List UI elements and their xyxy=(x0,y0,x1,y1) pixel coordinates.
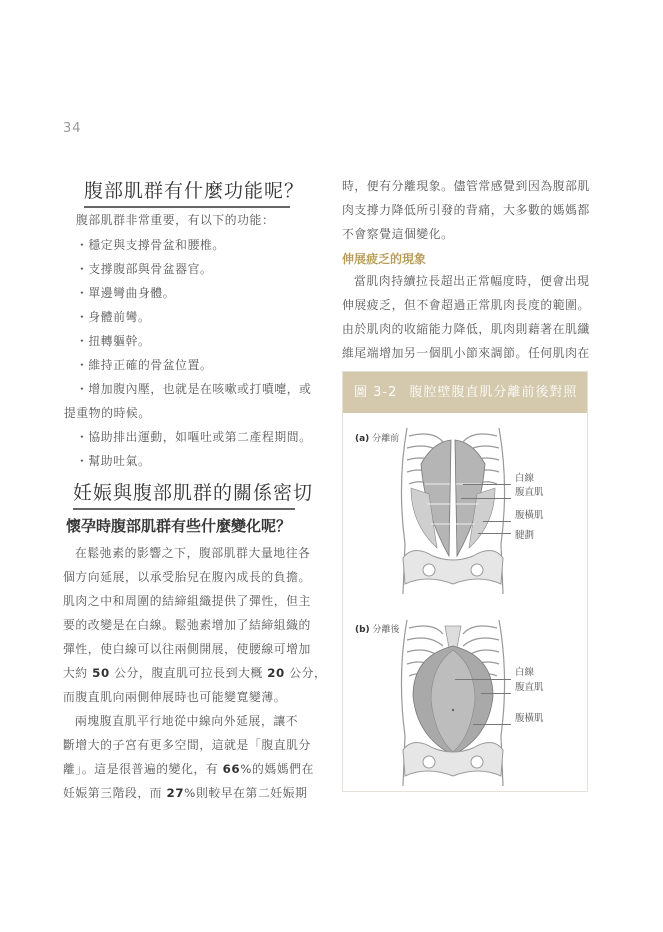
body-line: 個方向延展，以承受胎兒在腹內成長的負擔。 xyxy=(63,570,311,584)
list-item: ・身體前彎。 xyxy=(76,310,151,324)
list-item: ・幫助吐氣。 xyxy=(76,454,151,468)
label-transversus-abdominis: 腹橫肌 xyxy=(515,510,544,521)
leader-line xyxy=(483,521,511,522)
abdomen-before-illustration xyxy=(393,424,513,594)
body-line xyxy=(63,760,314,777)
list-item: ・協助排出運動，如嘔吐或第二產程期間。 xyxy=(76,430,312,444)
text: 公分，腹直肌可拉長到大概 xyxy=(109,666,268,680)
body-line: 斷增大的子宮有更多空間，這就是「腹直肌分 xyxy=(63,738,311,752)
list-item: ・穩定與支撐骨盆和腰椎。 xyxy=(76,238,225,252)
list-item: ・維持正確的骨盆位置。 xyxy=(76,358,213,372)
list-item: ・單邊彎曲身體。 xyxy=(76,286,176,300)
text: 妊娠第三階段，而 xyxy=(63,786,167,800)
leader-line xyxy=(461,498,511,499)
leader-line xyxy=(455,679,511,680)
body-line: 當肌肉持續拉長超出正常幅度時，便會出現 xyxy=(354,274,590,288)
body-line: 在鬆弛素的影響之下，腹部肌群大量地往各 xyxy=(75,546,311,560)
text: %則較早在第二妊娠期 xyxy=(184,786,308,800)
body-line: 兩塊腹直肌平行地從中線向外延展，讓不 xyxy=(75,714,299,728)
panel-b-tag: (b) xyxy=(355,625,370,635)
leader-line xyxy=(463,484,511,485)
label-rectus-abdominis: 腹直肌 xyxy=(515,487,544,498)
abdomen-after-illustration xyxy=(393,616,513,786)
body-line: 伸展疲乏，但不會超過正常肌肉長度的範圍。 xyxy=(342,298,590,312)
text: 公分， xyxy=(284,666,327,680)
body-line: 時，便有分離現象。儘管常感覺到因為腹部肌 xyxy=(342,179,590,193)
leader-line xyxy=(473,724,511,725)
subsection-title: 懷孕時腹部肌群有些什麼變化呢？ xyxy=(66,517,292,535)
figure-3-2 xyxy=(342,371,588,792)
body-line: 由於肌肉的收縮能力降低，肌肉則藉著在肌纖 xyxy=(342,322,590,336)
text: 大約 xyxy=(63,666,93,680)
label-linea-alba: 白線 xyxy=(515,473,535,484)
body-line xyxy=(63,784,308,801)
body-line: 而腹直肌向兩側伸展時也可能變寬變薄。 xyxy=(63,690,287,704)
label-transversus-abdominis: 腹橫肌 xyxy=(515,713,544,724)
panel-a-tag: (a) xyxy=(355,434,370,444)
section-title-functions: 腹部肌群有什麼功能呢？ xyxy=(84,176,290,208)
body-line: 不會察覺這個變化。 xyxy=(342,227,454,241)
number-20: 20 xyxy=(267,666,285,680)
panel-b-text: 分離後 xyxy=(372,625,400,635)
label-tendinous-intersection: 腱劃 xyxy=(515,530,535,541)
list-item: ・支撐腹部與骨盆器官。 xyxy=(76,262,213,276)
number-50: 50 xyxy=(92,666,110,680)
figure-title: 腹腔壁腹直肌分離前後對照 xyxy=(409,385,578,400)
list-item-continued: 提重物的時候。 xyxy=(64,406,151,420)
intro-text: 腹部肌群非常重要，有以下的功能： xyxy=(76,213,275,227)
body-line: 維尾端增加另一個肌小節來調節。任何肌肉在 xyxy=(342,346,590,360)
body-line xyxy=(63,664,326,681)
label-linea-alba: 白線 xyxy=(515,667,535,678)
figure-header xyxy=(343,372,587,413)
text: %的媽媽們在 xyxy=(240,762,315,776)
page-number: 34 xyxy=(63,121,82,136)
body-line: 肌肉之中和周圍的結締組織提供了彈性，但主 xyxy=(63,594,311,608)
subheading-stretch-fatigue: 伸展疲乏的現象 xyxy=(342,252,427,266)
figure-number: 圖 3-2 xyxy=(354,385,398,400)
leader-line xyxy=(478,533,511,534)
panel-a-text: 分離前 xyxy=(372,434,400,444)
body-line: 肉支撐力降低所引發的背痛，大多數的媽媽都 xyxy=(342,203,590,217)
leader-line xyxy=(481,693,511,694)
body-line: 要的改變是在白線。鬆弛素增加了結締組織的 xyxy=(63,618,311,632)
list-item: ・增加腹內壓，也就是在咳嗽或打噴嚏，或 xyxy=(76,382,312,396)
list-item: ・扭轉軀幹。 xyxy=(76,334,151,348)
number-27: 27 xyxy=(166,786,185,800)
text: 離」。這是很普遍的變化，有 xyxy=(63,762,223,776)
number-66: 66 xyxy=(222,762,241,776)
label-rectus-abdominis: 腹直肌 xyxy=(515,682,544,693)
section-title-pregnancy: 妊娠與腹部肌群的關係密切 xyxy=(73,478,295,510)
body-line: 彈性，使白線可以往兩側開展，使腰線可增加 xyxy=(63,642,311,656)
